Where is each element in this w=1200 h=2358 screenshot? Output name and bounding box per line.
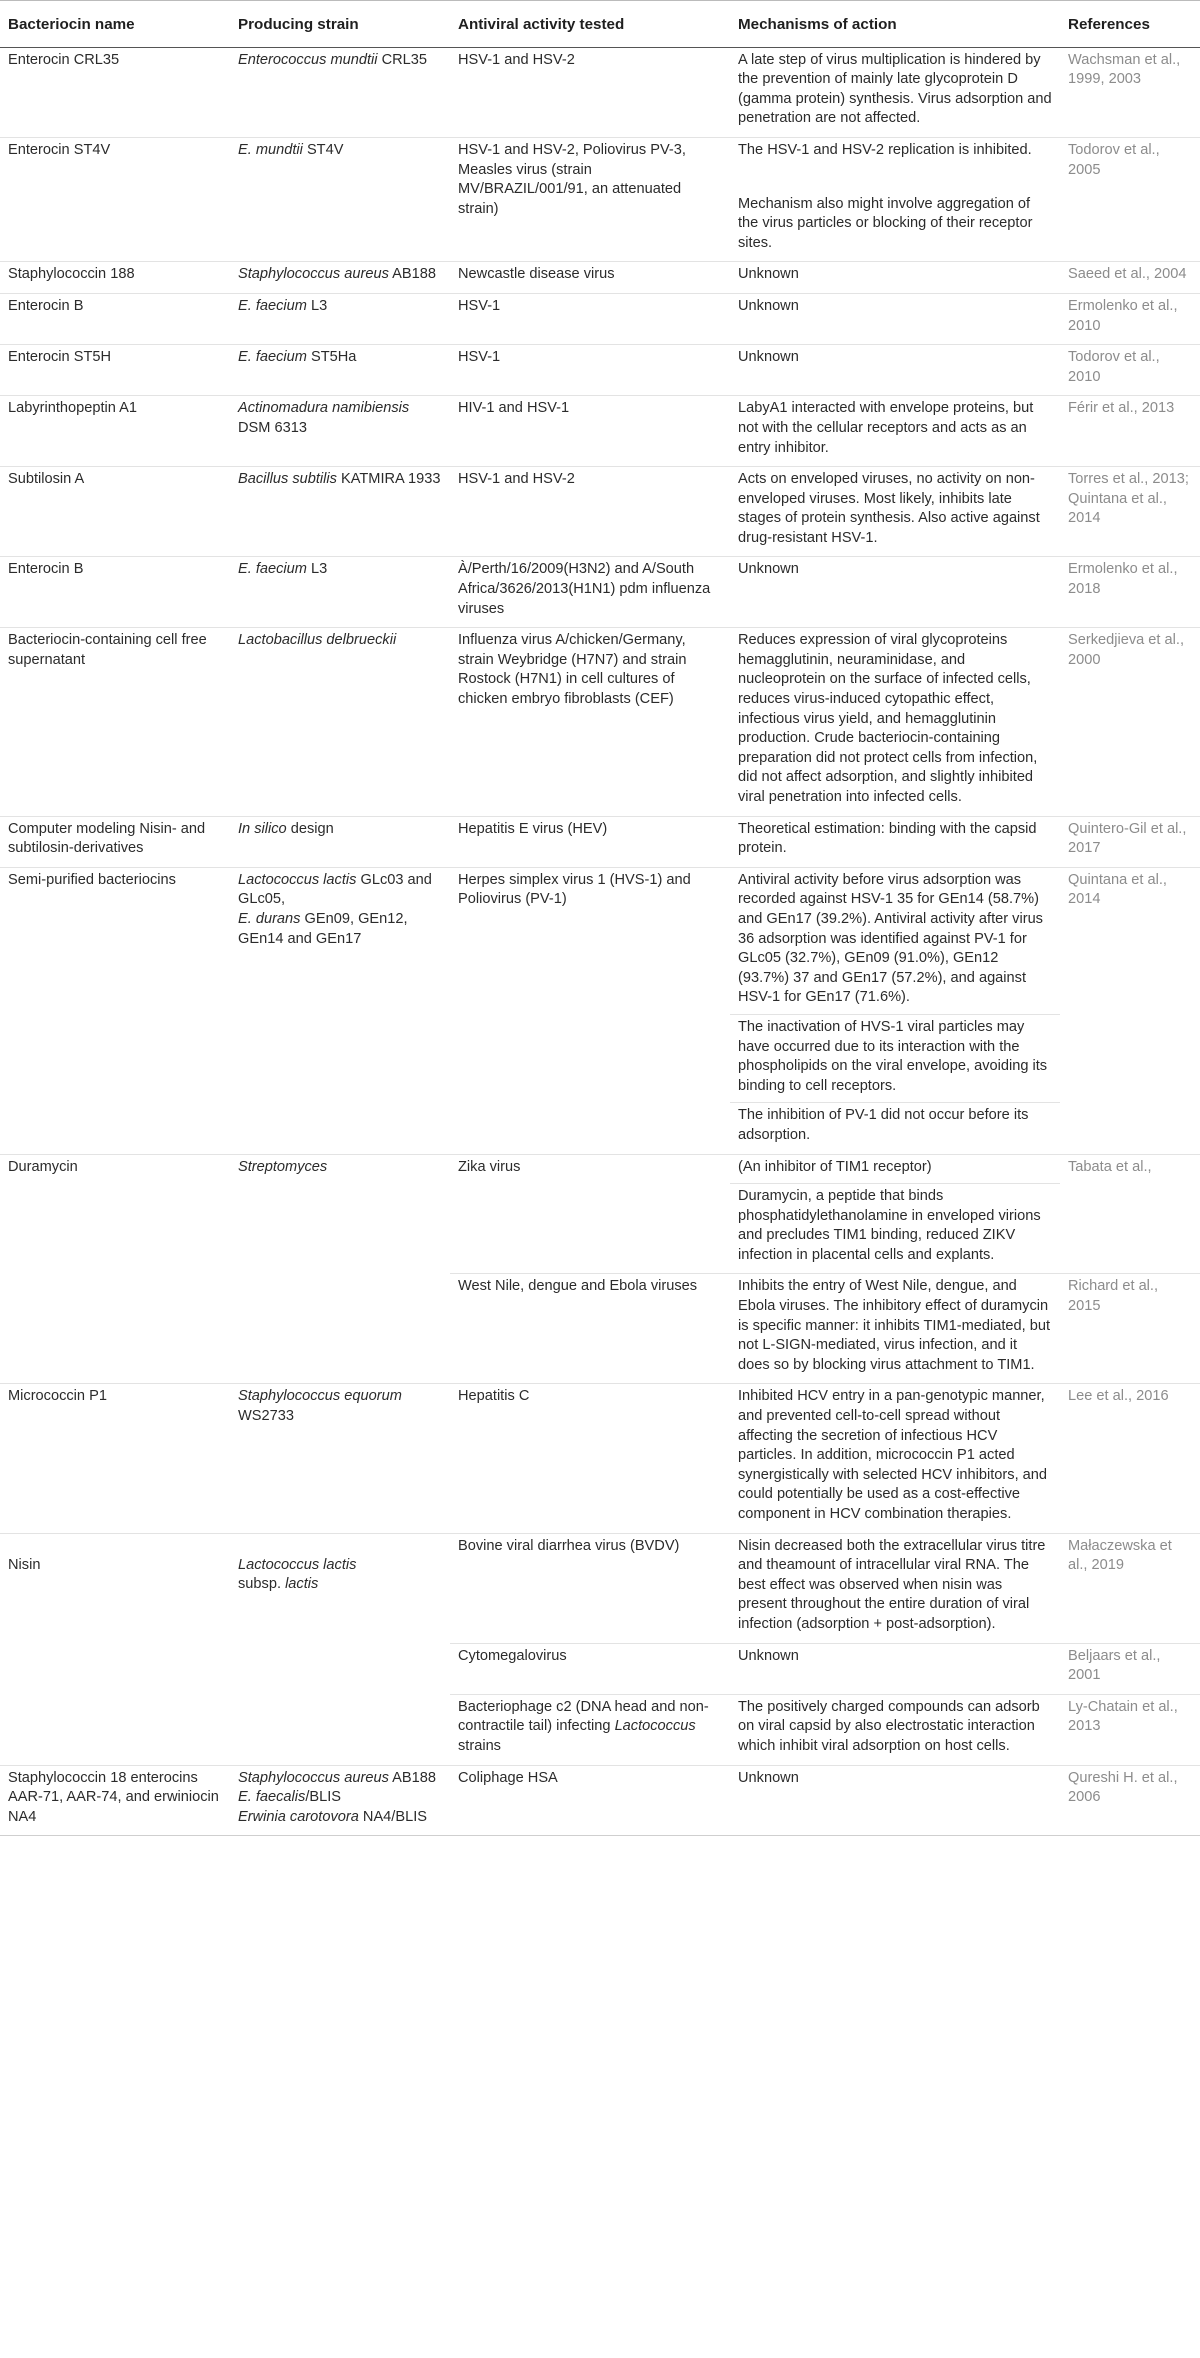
cell-reference: Todorov et al., 2005: [1060, 137, 1200, 261]
cell-strain-empty: [230, 1694, 450, 1765]
cell-activity: Bovine viral diarrhea virus (BVDV): [450, 1533, 730, 1643]
cell-mechanism: A late step of virus multiplication is hindered by the prevention of mainly late glycoprotein D (gamma protein) synthesis. Virus adsorption and penetration are not affected.: [730, 47, 1060, 137]
header-mechanism: Mechanisms of action: [730, 1, 1060, 48]
table-row: [0, 137, 1200, 261]
cell-mechanism: Unknown: [730, 1765, 1060, 1836]
cell-mechanism: Unknown: [730, 262, 1060, 294]
cell-strain: Lactococcus lactis GLc03 and GLc05, E. durans GEn09, GEn12, GEn14 and GEn17: [230, 867, 450, 1154]
cell-strain: E. faecium ST5Ha: [230, 345, 450, 396]
cell-strain: Staphylococcus aureus AB188 E. faecalis/BLIS Erwinia carotovora NA4/BLIS: [230, 1765, 450, 1836]
cell-strain: Enterococcus mundtii CRL35: [230, 47, 450, 137]
cell-name: Bacteriocin-containing cell free supernatant: [0, 628, 230, 816]
cell-name: Enterocin ST5H: [0, 345, 230, 396]
table-row: [0, 345, 1200, 396]
table-subrow: [0, 1643, 1200, 1694]
cell-activity: HSV-1 and HSV-2, Poliovirus PV-3, Measles virus (strain MV/BRAZIL/001/91, an attenuated strain): [450, 137, 730, 261]
cell-name: Semi-purified bacteriocins: [0, 867, 230, 1154]
table-subrow: [0, 1694, 1200, 1765]
cell-name: Staphylococcin 18 enterocins AAR-71, AAR-74, and erwiniocin NA4: [0, 1765, 230, 1836]
table-row: [0, 262, 1200, 294]
table-subrow: [0, 1274, 1200, 1384]
table-row: [0, 1384, 1200, 1533]
table-row: [0, 816, 1200, 867]
cell-name: Labyrinthopeptin A1: [0, 396, 230, 467]
cell-strain: Lactococcus lactis subsp. lactis: [238, 1556, 357, 1593]
cell-mechanism: (An inhibitor of TIM1 receptor) Duramycin, a peptide that binds phosphatidylethanolamine in enveloped virions and precludes TIM1 binding, reduced ZIKV infection in placental cells and explants.: [730, 1154, 1060, 1274]
cell-reference: Beljaars et al., 2001: [1060, 1643, 1200, 1694]
cell-name: Computer modeling Nisin- and subtilosin-derivatives: [0, 816, 230, 867]
cell-reference: Quintero-Gil et al., 2017: [1060, 816, 1200, 867]
cell-reference: Serkedjieva et al., 2000: [1060, 628, 1200, 816]
cell-name: Micrococcin P1: [0, 1384, 230, 1533]
cell-strain: Bacillus subtilis KATMIRA 1933: [230, 467, 450, 557]
cell-strain-empty: [230, 1643, 450, 1694]
cell-strain: E. faecium L3: [230, 557, 450, 628]
table-row: [0, 396, 1200, 467]
cell-activity: Influenza virus A/chicken/Germany, strain Weybridge (H7N7) and strain Rostock (H7N1) in cell cultures of chicken embryo fibroblasts (CEF): [450, 628, 730, 816]
header-name: Bacteriocin name: [0, 1, 230, 48]
table-row: [0, 47, 1200, 137]
cell-activity: HSV-1 and HSV-2: [450, 467, 730, 557]
cell-name-empty: [0, 1643, 230, 1694]
header-strain: Producing strain: [230, 1, 450, 48]
cell-activity: Bacteriophage c2 (DNA head and non-contractile tail) infecting Lactococcus strains: [450, 1694, 730, 1765]
cell-mechanism: Antiviral activity before virus adsorption was recorded against HSV-1 35 for GEn14 (58.7%) and GEn17 (39.2%). Antiviral activity after virus 36 adsorption was identified against PV-1 for GLc05 (32.7%), GEn09 (91.0%), GEn12 (93.7%) 37 and GEn17 (57.2%), and against HSV-1 for GEn17 (71.6%). The inactivation of HVS-1 viral particles may have occurred due to its interaction with the phospholipids on the viral envelope, avoiding its binding to cell receptors. The inhibition of PV-1 did not occur before its adsorption.: [730, 867, 1060, 1154]
cell-name: Staphylococcin 188: [0, 262, 230, 294]
cell-reference: Wachsman et al., 1999, 2003: [1060, 47, 1200, 137]
cell-strain: Streptomyces: [238, 1158, 328, 1175]
cell-reference: Richard et al., 2015: [1060, 1274, 1200, 1384]
cell-mechanism: Acts on enveloped viruses, no activity on non-enveloped viruses. Most likely, inhibits late stages of protein synthesis. Also active against drug-resistant HSV-1.: [730, 467, 1060, 557]
cell-name: Enterocin B: [0, 293, 230, 344]
cell-reference: Todorov et al., 2010: [1060, 345, 1200, 396]
cell-name-empty: [0, 1694, 230, 1765]
cell-reference: Qureshi H. et al., 2006: [1060, 1765, 1200, 1836]
cell-activity: Zika virus: [450, 1154, 730, 1274]
cell-activity: Herpes simplex virus 1 (HVS-1) and Poliovirus (PV-1): [450, 867, 730, 1154]
cell-reference: Tabata et al.,: [1060, 1154, 1200, 1274]
header-references: References: [1060, 1, 1200, 48]
cell-activity: HSV-1: [450, 345, 730, 396]
table-header-row: [0, 1, 1200, 48]
table-row: [0, 628, 1200, 816]
cell-activity: Cytomegalovirus: [450, 1643, 730, 1694]
cell-mechanism: The positively charged compounds can adsorb on viral capsid by also electrostatic interaction which inhibit viral adsorption on host cells.: [730, 1694, 1060, 1765]
cell-mechanism: Nisin decreased both the extracellular virus titre and theamount of intracellular viral RNA. The best effect was observed when nisin was present throughout the entire duration of viral infection (adsorption + post-adsorption).: [730, 1533, 1060, 1643]
cell-name: Nisin: [8, 1556, 41, 1573]
cell-mechanism: The HSV-1 and HSV-2 replication is inhibited. Mechanism also might involve aggregation of the virus particles or blocking of their receptor sites.: [730, 137, 1060, 261]
table-row: [0, 293, 1200, 344]
cell-mechanism: Inhibits the entry of West Nile, dengue, and Ebola viruses. The inhibitory effect of duramycin is specific manner: it inhibits TIM1-mediated, but not L-SIGN-mediated, virus infection, and it does so by blocking virus attachment to TIM1.: [730, 1274, 1060, 1384]
cell-mechanism: Unknown: [730, 557, 1060, 628]
header-activity: Antiviral activity tested: [450, 1, 730, 48]
table-row: [0, 1533, 1200, 1643]
table-row: [0, 1765, 1200, 1836]
cell-strain: E. faecium L3: [230, 293, 450, 344]
cell-reference: Lee et al., 2016: [1060, 1384, 1200, 1533]
table-row: [0, 867, 1200, 1154]
cell-strain: Actinomadura namibiensis DSM 6313: [230, 396, 450, 467]
cell-activity: Coliphage HSA: [450, 1765, 730, 1836]
cell-strain: In silico design: [230, 816, 450, 867]
cell-mechanism: Unknown: [730, 293, 1060, 344]
cell-activity: Hepatitis E virus (HEV): [450, 816, 730, 867]
cell-reference: Małaczewska et al., 2019: [1060, 1533, 1200, 1643]
table-row: [0, 557, 1200, 628]
cell-reference: Torres et al., 2013; Quintana et al., 2014: [1060, 467, 1200, 557]
cell-activity: HIV-1 and HSV-1: [450, 396, 730, 467]
cell-strain: Staphylococcus aureus AB188: [230, 262, 450, 294]
cell-strain: Staphylococcus equorum WS2733: [230, 1384, 450, 1533]
table-row: [0, 1154, 1200, 1274]
cell-activity: HSV-1 and HSV-2: [450, 47, 730, 137]
cell-mechanism: LabyA1 interacted with envelope proteins, but not with the cellular receptors and acts as an entry inhibitor.: [730, 396, 1060, 467]
cell-mechanism: Unknown: [730, 1643, 1060, 1694]
cell-reference: Ly-Chatain et al., 2013: [1060, 1694, 1200, 1765]
cell-activity: West Nile, dengue and Ebola viruses: [450, 1274, 730, 1384]
cell-name: Enterocin CRL35: [0, 47, 230, 137]
cell-mechanism: Theoretical estimation: binding with the capsid protein.: [730, 816, 1060, 867]
cell-reference: Ermolenko et al., 2010: [1060, 293, 1200, 344]
cell-activity: Newcastle disease virus: [450, 262, 730, 294]
cell-reference: Ermolenko et al., 2018: [1060, 557, 1200, 628]
cell-activity: À/Perth/16/2009(H3N2) and A/South Africa/3626/2013(H1N1) pdm influenza viruses: [450, 557, 730, 628]
cell-activity: Hepatitis C: [450, 1384, 730, 1533]
cell-mechanism: Inhibited HCV entry in a pan-genotypic manner, and prevented cell-to-cell spread without affecting the secretion of infectious HCV particles. In addition, micrococcin P1 acted synergistically with selected HCV inhibitors, and could potentially be used as a cost-effective component in HCV combination therapies.: [730, 1384, 1060, 1533]
cell-mechanism: Unknown: [730, 345, 1060, 396]
cell-reference: Férir et al., 2013: [1060, 396, 1200, 467]
cell-reference: Saeed et al., 2004: [1060, 262, 1200, 294]
cell-mechanism: Reduces expression of viral glycoproteins hemagglutinin, neuraminidase, and nucleoprotein on the surface of infected cells, reduces virus-induced cytopathic effect, infectious virus yield, and hemagglutinin production. Crude bacteriocin-containing preparation did not protect cells from infection, did not affect adsorption, and slightly inhibited viral penetration into infected cells.: [730, 628, 1060, 816]
cell-strain: Lactobacillus delbrueckii: [230, 628, 450, 816]
cell-reference: Quintana et al., 2014: [1060, 867, 1200, 1154]
cell-name: Duramycin: [8, 1158, 78, 1175]
cell-strain: E. mundtii ST4V: [230, 137, 450, 261]
table-row: [0, 467, 1200, 557]
cell-name: Enterocin B: [0, 557, 230, 628]
cell-name: Enterocin ST4V: [0, 137, 230, 261]
cell-name: Subtilosin A: [0, 467, 230, 557]
cell-name-empty: [0, 1274, 230, 1384]
cell-strain-empty: [230, 1274, 450, 1384]
cell-activity: HSV-1: [450, 293, 730, 344]
